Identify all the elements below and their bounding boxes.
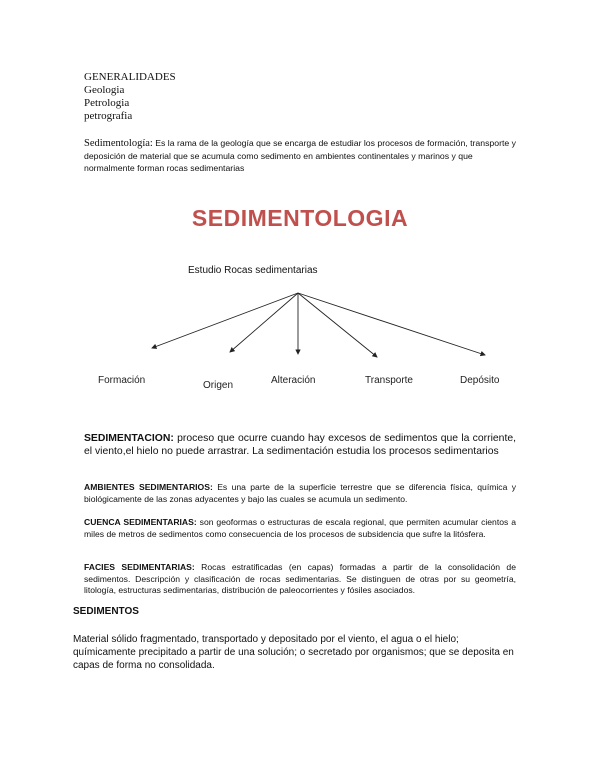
sedimentacion-term: SEDIMENTACION: bbox=[84, 433, 174, 444]
sedimentos-paragraph: Material sólido fragmentado, transportado y depositado por el viento, el agua o el hielo; químicamente precipitado a partir de una solución; o secretado por organismos; que se deposita en capas de forma no consolidada. bbox=[73, 634, 514, 671]
arrow-origen bbox=[230, 293, 298, 352]
generalidades-item: petrografia bbox=[84, 110, 133, 122]
ambientes-paragraph bbox=[84, 482, 516, 505]
branch-label-transporte: Transporte bbox=[365, 375, 413, 386]
branch-label-deposito: Depósito bbox=[460, 375, 500, 386]
arrow-deposito bbox=[298, 293, 485, 355]
diagram-root-label: Estudio Rocas sedimentarias bbox=[188, 265, 318, 276]
diagram-title: SEDIMENTOLOGIA bbox=[191, 205, 409, 231]
arrow-transporte bbox=[298, 293, 377, 357]
facies-term: FACIES SEDIMENTARIAS: bbox=[84, 562, 195, 572]
branch-label-formacion: Formación bbox=[98, 375, 146, 386]
ambientes-text: Es una parte de la superficie terrestre que se diferencia física, química y biológicamente de las zonas adyacentes y bajo las cuales se acumula un sedimento. bbox=[84, 482, 517, 504]
generalidades-heading: GENERALIDADES bbox=[84, 71, 176, 83]
facies-text: Rocas estratificadas (en capas) formadas a partir de la consolidación de sedimentos. Descripción y clasificación de rocas sedimentarias. Se distinguen de otras por su geometría, litología, estructuras sedimentarias, distribución de paleocorrientes y fósiles asociados. bbox=[84, 562, 516, 595]
sedimentacion-paragraph bbox=[84, 433, 516, 458]
branch-label-origen: Origen bbox=[203, 380, 234, 391]
cuenca-term: CUENCA SEDIMENTARIAS: bbox=[84, 517, 197, 527]
generalidades-item: Geologia bbox=[84, 84, 125, 96]
facies-paragraph bbox=[84, 562, 516, 597]
arrow-formacion bbox=[152, 293, 298, 348]
sedimentacion-text: proceso que ocurre cuando hay excesos de sedimentos que la corriente, el viento,el hielo no puede arrastrar. La sedimentación estudia los procesos sedimentarios bbox=[84, 433, 516, 457]
ambientes-term: AMBIENTES SEDIMENTARIOS: bbox=[84, 482, 213, 492]
definition-text: Es la rama de la geología que se encarga de estudiar los procesos de formación, transporte y deposición de material que se acumula como sedimento en ambientes continentales y marinos y que normalmente forman rocas sedimentarias bbox=[84, 138, 516, 173]
cuenca-text: son geoformas o estructuras de escala regional, que permiten acumular cientos a miles de metros de sedimentos como consecuencia de los procesos de subsidencia que sufre la litósfera. bbox=[84, 517, 516, 539]
sedimentos-heading: SEDIMENTOS bbox=[73, 606, 139, 617]
definition-term: Sedimentología: bbox=[84, 138, 153, 149]
branch-label-alteracion: Alteración bbox=[271, 375, 316, 386]
generalidades-item: Petrologia bbox=[84, 97, 130, 109]
cuenca-paragraph bbox=[84, 517, 516, 540]
